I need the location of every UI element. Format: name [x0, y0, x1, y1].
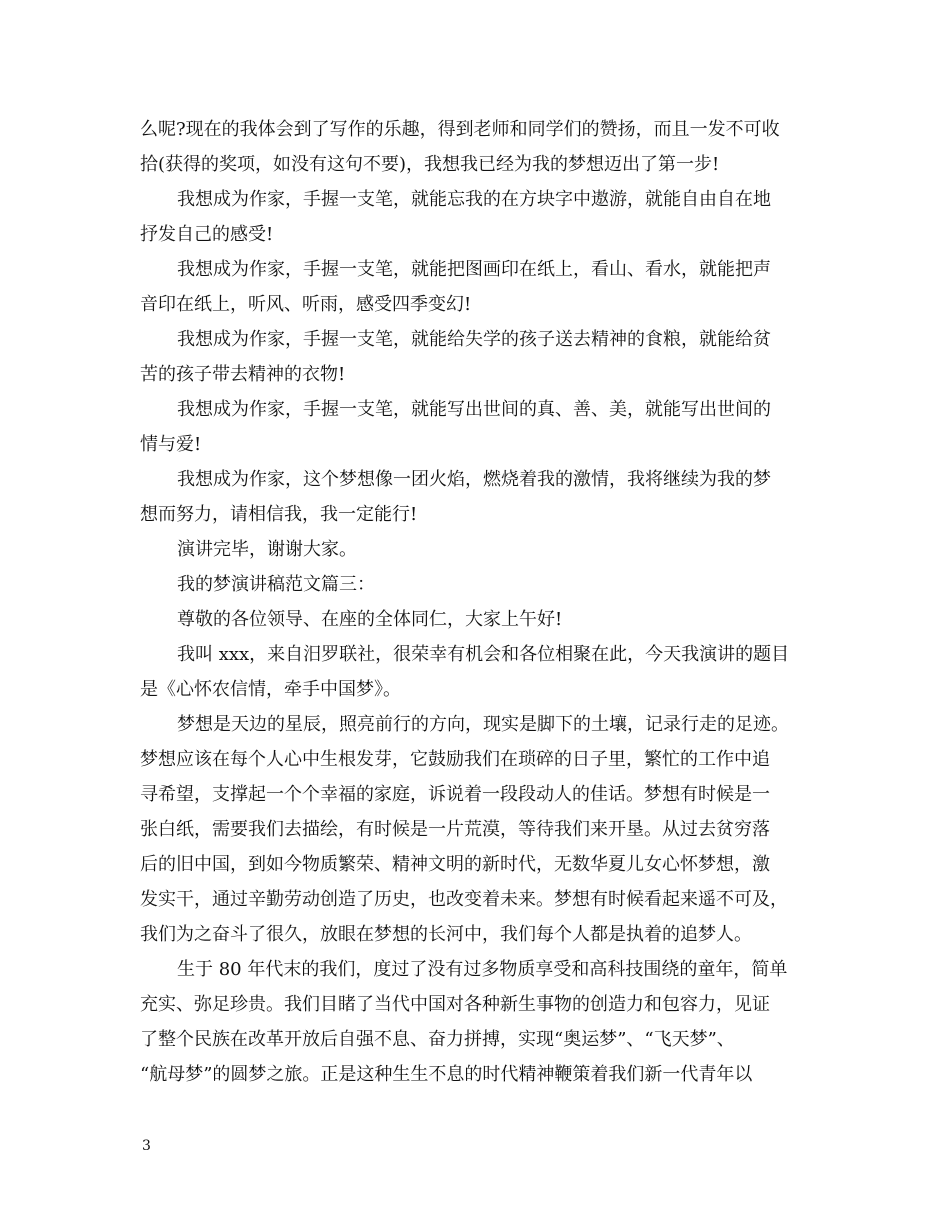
text-line: 是《心怀农信情，牵手中国梦》。	[140, 679, 401, 700]
text-line: 苦的孩子带去精神的衣物!	[140, 364, 346, 385]
text-line: 充实、弥足珍贵。我们目睹了当代中国对各种新生事物的创造力和包容力，见证	[140, 994, 770, 1015]
text-line: 我想成为作家，手握一支笔，就能写出世间的真、善、美，就能写出世间的	[177, 399, 771, 420]
text-line: 我想成为作家，手握一支笔，就能给失学的孩子送去精神的食粮，就能给贫	[177, 329, 771, 350]
text-line: 么呢?现在的我体会到了写作的乐趣，得到老师和同学们的赞扬，而且一发不可收	[140, 119, 780, 140]
text-line: 我们为之奋斗了很久，放眼在梦想的长河中，我们每个人都是执着的追梦人。	[140, 924, 752, 945]
text-line: 抒发自己的感受!	[140, 224, 274, 245]
text-line: 生于 80 年代末的我们，度过了没有过多物质享受和高科技围绕的童年，简单	[177, 959, 788, 980]
page-number: 3	[142, 1138, 151, 1154]
text-line: 梦想应该在每个人心中生根发芽，它鼓励我们在琐碎的日子里，繁忙的工作中追	[140, 749, 770, 770]
text-line: 演讲完毕，谢谢大家。	[177, 539, 357, 560]
text-line: 发实干，通过辛勤劳动创造了历史，也改变着未来。梦想有时候看起来遥不可及，	[140, 889, 788, 910]
text-line: 后的旧中国，到如今物质繁荣、精神文明的新时代，无数华夏儿女心怀梦想，激	[140, 854, 770, 875]
text-line: 梦想是天边的星辰，照亮前行的方向，现实是脚下的土壤，记录行走的足迹。	[177, 714, 789, 735]
text-line: 张白纸，需要我们去描绘，有时候是一片荒漠，等待我们来开垦。从过去贫穷落	[140, 819, 770, 840]
text-line: 拾(获得的奖项，如没有这句不要)，我想我已经为我的梦想迈出了第一步!	[140, 154, 720, 175]
text-line: 我想成为作家，手握一支笔，就能把图画印在纸上，看山、看水，就能把声	[177, 259, 771, 280]
text-line: 音印在纸上，听风、听雨，感受四季变幻!	[140, 294, 472, 315]
text-line: “航母梦”的圆梦之旅。正是这种生生不息的时代精神鞭策着我们新一代青年以	[140, 1064, 753, 1085]
text-line: 尊敬的各位领导、在座的全体同仁，大家上午好!	[177, 609, 563, 630]
text-line: 我叫 xxx，来自汨罗联社，很荣幸有机会和各位相聚在此，今天我演讲的题目	[177, 644, 790, 665]
text-line: 我想成为作家，这个梦想像一团火焰，燃烧着我的激情，我将继续为我的梦	[177, 469, 771, 490]
section-heading: 我的梦演讲稿范文篇三：	[177, 574, 375, 595]
text-line: 寻希望，支撑起一个个幸福的家庭，诉说着一段段动人的佳话。梦想有时候是一	[140, 784, 770, 805]
text-line: 情与爱!	[140, 434, 202, 455]
text-line: 了整个民族在改革开放后自强不息、奋力拼搏，实现“奥运梦”、“飞天梦”、	[140, 1029, 735, 1050]
text-line: 我想成为作家，手握一支笔，就能忘我的在方块字中遨游，就能自由自在地	[177, 189, 771, 210]
text-line: 想而努力，请相信我，我一定能行!	[140, 504, 418, 525]
